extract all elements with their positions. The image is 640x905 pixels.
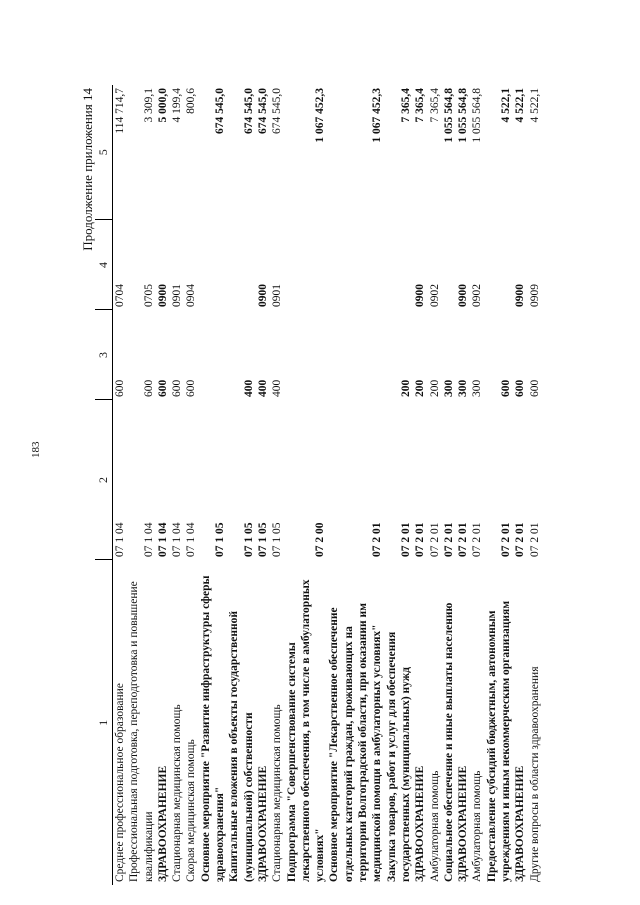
row-amount: 7 365,4 bbox=[428, 88, 441, 123]
table-row bbox=[170, 85, 184, 885]
row-code: 07 1 04 bbox=[185, 522, 198, 557]
row-amount: 3 309,1 bbox=[142, 88, 155, 123]
row-name: Социальное обеспечение и иные выплаты населению bbox=[442, 602, 455, 882]
row-type: 400 bbox=[242, 379, 255, 397]
row-amount: 674 545,0 bbox=[214, 88, 227, 134]
table-body bbox=[113, 85, 542, 885]
column-header-3: 3 bbox=[95, 310, 113, 400]
row-section bbox=[442, 220, 456, 310]
row-type: 600 bbox=[185, 379, 198, 397]
row-name: ЗДРАВООХРАНЕНИЕ bbox=[414, 765, 427, 882]
row-code: 07 2 01 bbox=[471, 522, 484, 557]
row-amount: 4 522,1 bbox=[500, 88, 513, 123]
row-section: 0900 bbox=[457, 284, 470, 307]
row-name: ЗДРАВООХРАНЕНИЕ bbox=[256, 765, 269, 882]
row-amount: 4 522,1 bbox=[514, 88, 527, 123]
row-type: 200 bbox=[414, 379, 427, 397]
row-code: 07 2 01 bbox=[414, 522, 427, 557]
row-code: 07 2 01 bbox=[528, 522, 541, 557]
row-code: 07 2 01 bbox=[442, 522, 455, 557]
row-name: Подпрограмма "Совершенствование системы лекарственного обеспечения, в том числе в амбулаторных условиях" bbox=[285, 579, 327, 882]
table-row bbox=[227, 85, 256, 885]
row-name: Закупка товаров, работ и услуг для обеспечения государственных (муниципальных) нужд bbox=[385, 631, 412, 882]
row-code: 07 2 01 bbox=[371, 522, 384, 557]
row-type: 600 bbox=[156, 379, 169, 397]
row-amount: 1 067 452,3 bbox=[314, 88, 327, 143]
row-section bbox=[285, 220, 328, 310]
row-name: Другие вопросы в области здравоохранения bbox=[528, 666, 541, 882]
row-name: ЗДРАВООХРАНЕНИЕ bbox=[457, 765, 470, 882]
row-name: Капитальные вложения в объекты государственной (муниципальной) собственности bbox=[228, 611, 255, 882]
row-type: 600 bbox=[142, 379, 155, 397]
row-code: 07 1 04 bbox=[142, 522, 155, 557]
row-code: 07 2 00 bbox=[314, 522, 327, 557]
continuation-label: Продолжение приложения 14 bbox=[80, 88, 95, 251]
table-row bbox=[127, 85, 156, 885]
row-name: ЗДРАВООХРАНЕНИЕ bbox=[156, 765, 169, 882]
table-row bbox=[285, 85, 328, 885]
table-row bbox=[327, 85, 384, 885]
row-name: Основное мероприятие "Лекарственное обеспечение отдельных категорий граждан, проживающих на территории Волгоградской области, при оказании им медицинской помощи в амбулаторных условиях" bbox=[328, 603, 384, 882]
row-amount: 1 055 564,8 bbox=[442, 88, 455, 143]
row-amount: 4 199,4 bbox=[171, 88, 184, 123]
row-amount: 674 545,0 bbox=[256, 88, 269, 134]
row-code: 07 2 01 bbox=[514, 522, 527, 557]
row-section: 0900 bbox=[156, 284, 169, 307]
row-code: 07 1 04 bbox=[114, 522, 126, 557]
column-header-1: 1 bbox=[95, 560, 113, 885]
row-amount: 114 714,7 bbox=[114, 88, 126, 134]
table-row bbox=[456, 85, 470, 885]
row-type: 300 bbox=[442, 379, 455, 397]
row-amount: 4 522,1 bbox=[528, 88, 541, 123]
budget-table bbox=[95, 85, 542, 885]
row-section: 0900 bbox=[256, 284, 269, 307]
row-name: Амбулаторная помощь bbox=[471, 770, 484, 882]
table-header-row bbox=[95, 85, 113, 885]
row-type: 400 bbox=[256, 379, 269, 397]
table-row bbox=[513, 85, 527, 885]
column-header-4: 4 bbox=[95, 220, 113, 310]
row-section: 0705 bbox=[142, 284, 155, 307]
row-code: 07 2 01 bbox=[500, 522, 513, 557]
row-code: 07 2 01 bbox=[428, 522, 441, 557]
row-section bbox=[485, 220, 514, 310]
row-type: 600 bbox=[528, 379, 541, 397]
row-type bbox=[327, 310, 384, 400]
table-row bbox=[184, 85, 198, 885]
row-type: 600 bbox=[514, 379, 527, 397]
row-type: 600 bbox=[171, 379, 184, 397]
table-row bbox=[428, 85, 442, 885]
row-type: 300 bbox=[457, 379, 470, 397]
row-amount: 1 067 452,3 bbox=[371, 88, 384, 143]
table-row bbox=[528, 85, 542, 885]
table-row bbox=[470, 85, 484, 885]
row-type: 600 bbox=[500, 379, 513, 397]
row-type bbox=[199, 310, 228, 400]
table-row bbox=[256, 85, 270, 885]
row-amount: 7 365,4 bbox=[399, 88, 412, 123]
row-section: 0902 bbox=[471, 284, 484, 307]
row-section: 0900 bbox=[514, 284, 527, 307]
row-type: 200 bbox=[399, 379, 412, 397]
row-name: Предоставление субсидий бюджетным, автономным учреждениям и иным некоммерческим организациям bbox=[485, 600, 513, 882]
row-section: 0902 bbox=[428, 284, 441, 307]
row-amount: 674 545,0 bbox=[271, 88, 284, 134]
row-code: 07 1 05 bbox=[214, 522, 227, 557]
row-amount: 7 365,4 bbox=[414, 88, 427, 123]
table-row bbox=[113, 85, 128, 885]
row-type: 200 bbox=[428, 379, 441, 397]
row-amount: 5 000,0 bbox=[156, 88, 169, 123]
row-section: 0901 bbox=[271, 284, 284, 307]
row-name: Скорая медицинская помощь bbox=[185, 739, 198, 882]
row-section: 0900 bbox=[414, 284, 427, 307]
row-name: Стационарная медицинская помощь bbox=[171, 704, 184, 882]
row-amount: 1 055 564,8 bbox=[471, 88, 484, 143]
row-code: 07 1 05 bbox=[256, 522, 269, 557]
row-section bbox=[199, 220, 228, 310]
row-code: 07 1 04 bbox=[156, 522, 169, 557]
row-amount: 800,6 bbox=[185, 88, 198, 114]
row-code: 07 1 05 bbox=[271, 522, 284, 557]
table-row bbox=[442, 85, 456, 885]
row-code: 07 2 01 bbox=[457, 522, 470, 557]
row-amount: 1 055 564,8 bbox=[457, 88, 470, 143]
table-row bbox=[385, 85, 414, 885]
page-number: 183 bbox=[30, 441, 42, 458]
row-type: 600 bbox=[114, 379, 126, 397]
row-code: 07 1 04 bbox=[171, 522, 184, 557]
row-section bbox=[327, 220, 384, 310]
row-section bbox=[227, 220, 256, 310]
table-row bbox=[485, 85, 514, 885]
row-name: Стационарная медицинская помощь bbox=[271, 704, 284, 882]
column-header-2: 2 bbox=[95, 400, 113, 560]
row-code: 07 1 05 bbox=[242, 522, 255, 557]
row-type bbox=[285, 310, 328, 400]
row-name: Среднее профессиональное образование bbox=[114, 683, 126, 882]
row-name: Профессиональная подготовка, переподготовка и повышение квалификации bbox=[128, 581, 155, 882]
table-row bbox=[199, 85, 228, 885]
row-section bbox=[385, 220, 414, 310]
row-section: 0904 bbox=[185, 284, 198, 307]
row-amount: 674 545,0 bbox=[242, 88, 255, 134]
row-name: Основное мероприятие "Развитие инфраструктуры сферы здравоохранения" bbox=[199, 575, 227, 882]
table-row bbox=[270, 85, 284, 885]
row-name: Амбулаторная помощь bbox=[428, 770, 441, 882]
row-type: 300 bbox=[471, 379, 484, 397]
row-name: ЗДРАВООХРАНЕНИЕ bbox=[514, 765, 527, 882]
row-type: 400 bbox=[271, 379, 284, 397]
column-header-5: 5 bbox=[95, 85, 113, 220]
row-section: 0909 bbox=[528, 284, 541, 307]
table-row bbox=[413, 85, 427, 885]
row-section: 0901 bbox=[171, 284, 184, 307]
row-code: 07 2 01 bbox=[399, 522, 412, 557]
table-row bbox=[156, 85, 170, 885]
row-section: 0704 bbox=[114, 284, 126, 307]
